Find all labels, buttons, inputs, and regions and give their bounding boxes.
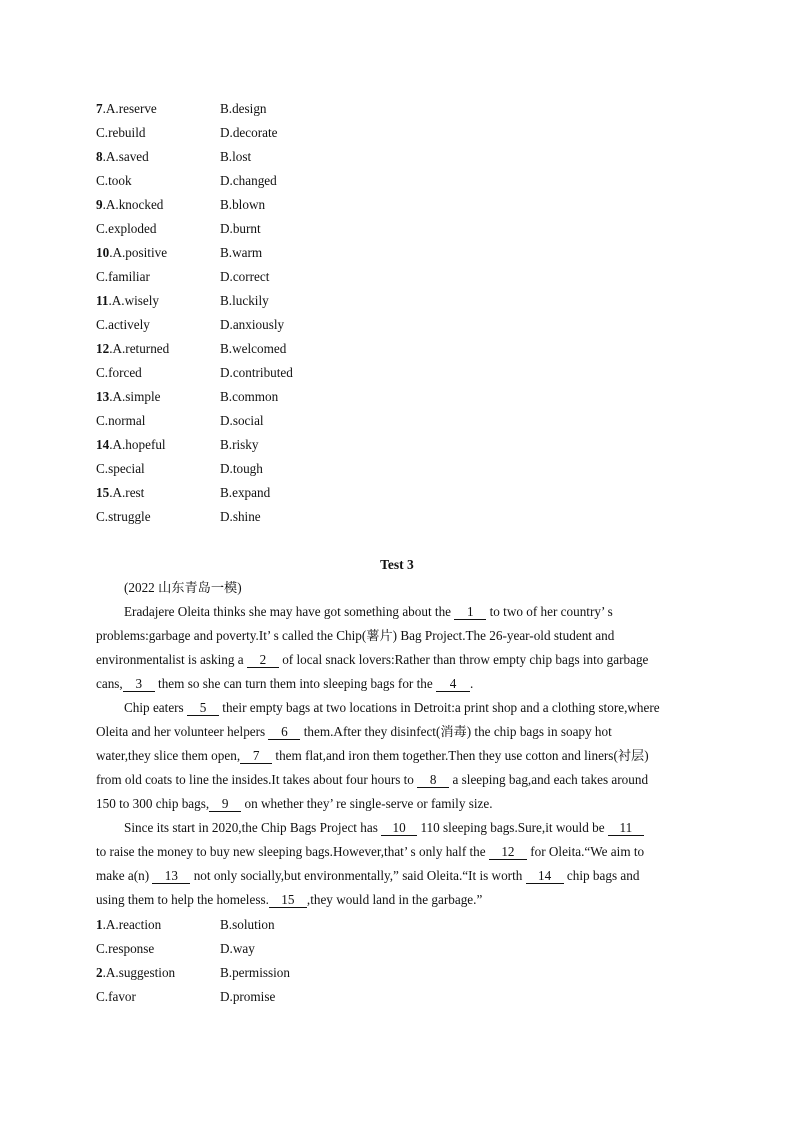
text: not only socially,but environmentally,” said Oleita.“It is worth — [190, 868, 526, 883]
blank-3: 3 — [123, 676, 155, 692]
text: environmentalist is asking a — [96, 652, 247, 667]
option-d: D.social — [220, 413, 264, 428]
blank-5: 5 — [187, 700, 219, 716]
option-row-ab — [96, 195, 516, 219]
passage-line — [96, 818, 700, 842]
option-a — [96, 147, 149, 166]
option-row-ab — [96, 243, 516, 267]
option-d: D.anxiously — [220, 317, 285, 332]
option-b: B.expand — [220, 485, 271, 500]
text: chip bags and — [563, 868, 640, 883]
blank-7: 7 — [240, 748, 272, 764]
question-number: 14 — [96, 437, 110, 452]
option-a — [96, 195, 163, 214]
option-b: B.warm — [220, 245, 263, 260]
option-a — [96, 339, 169, 358]
option-b: B.luckily — [220, 293, 269, 308]
option-b: B.common — [220, 389, 279, 404]
passage-line — [96, 842, 700, 866]
option-c: C.normal — [96, 413, 146, 428]
option-a-text: .A.returned — [109, 341, 170, 356]
blank-4: 4 — [436, 676, 470, 692]
option-c: C.familiar — [96, 269, 150, 284]
text: problems:garbage and poverty.It’ s called the Chip(薯片) Bag Project.The 26-year-old student and — [96, 628, 615, 643]
option-a-text: .A.wisely — [108, 293, 160, 308]
option-a-text: .A.rest — [109, 485, 145, 500]
blank-2: 2 — [247, 652, 279, 668]
blank-12: 12 — [489, 844, 527, 860]
text: a sleeping bag,and each takes around — [449, 772, 649, 787]
text: to raise the money to buy new sleeping bags.However,that’ s only half the — [96, 844, 489, 859]
option-row-ab — [96, 915, 516, 939]
text: ,they would land in the garbage.” — [306, 892, 483, 907]
option-c: C.exploded — [96, 221, 157, 236]
option-row-cd — [96, 507, 516, 531]
option-d: D.burnt — [220, 221, 261, 236]
option-row-cd — [96, 123, 516, 147]
text: to two of her country’ s — [486, 604, 613, 619]
option-row-ab — [96, 387, 516, 411]
option-row-cd — [96, 939, 516, 963]
passage-paragraph-2 — [96, 698, 700, 818]
passage-line — [96, 866, 700, 890]
option-row-ab — [96, 963, 516, 987]
option-a-text: .A.knocked — [102, 197, 164, 212]
blank-10: 10 — [381, 820, 417, 836]
option-d: D.way — [220, 941, 255, 956]
question-number: 10 — [96, 245, 110, 260]
option-a — [96, 435, 166, 454]
option-row-cd — [96, 267, 516, 291]
passage-paragraph-1 — [96, 602, 700, 698]
passage-line — [96, 650, 700, 674]
option-c: C.rebuild — [96, 125, 146, 140]
option-a — [96, 243, 167, 262]
option-c: C.took — [96, 173, 132, 188]
option-a — [96, 963, 175, 982]
text: from old coats to line the insides.It takes about four hours to — [96, 772, 418, 787]
option-c: C.response — [96, 941, 155, 956]
test-title: Test 3 — [380, 557, 414, 572]
text: Oleita and her volunteer helpers — [96, 724, 269, 739]
blank-11: 11 — [608, 820, 644, 836]
option-d: D.promise — [220, 989, 276, 1004]
option-c: C.struggle — [96, 509, 151, 524]
option-b: B.design — [220, 101, 267, 116]
question-number: 8 — [96, 149, 103, 164]
option-d: D.contributed — [220, 365, 293, 380]
option-a-text: .A.positive — [109, 245, 168, 260]
option-row-ab — [96, 291, 516, 315]
option-a — [96, 483, 144, 502]
question-number: 2 — [96, 965, 103, 980]
option-b: B.risky — [220, 437, 259, 452]
option-row-ab — [96, 435, 516, 459]
blank-1: 1 — [454, 604, 486, 620]
options-test3-list — [96, 915, 516, 1011]
option-row-cd — [96, 411, 516, 435]
question-number: 12 — [96, 341, 110, 356]
option-c: C.favor — [96, 989, 136, 1004]
text: water,they slice them open, — [96, 748, 241, 763]
option-row-cd — [96, 219, 516, 243]
blank-15: 15 — [269, 892, 307, 908]
passage-line — [96, 626, 700, 650]
option-row-ab — [96, 483, 516, 507]
text: them flat,and iron them together.Then they use cotton and liners(衬层) — [272, 748, 649, 763]
passage-line — [96, 722, 700, 746]
option-row-cd — [96, 363, 516, 387]
option-a-text: .A.reserve — [102, 101, 157, 116]
question-number: 11 — [96, 293, 109, 308]
question-number: 1 — [96, 917, 103, 932]
text: Chip eaters — [124, 700, 187, 715]
blank-9: 9 — [209, 796, 241, 812]
text: 110 sleeping bags.Sure,it would be — [417, 820, 608, 835]
option-a-text: .A.simple — [109, 389, 161, 404]
question-number: 9 — [96, 197, 103, 212]
text: them so she can turn them into sleeping bags for the — [154, 676, 437, 691]
text: using them to help the homeless. — [96, 892, 269, 907]
option-a-text: .A.saved — [102, 149, 149, 164]
option-b: B.solution — [220, 917, 275, 932]
option-a — [96, 291, 159, 310]
passage-line — [96, 794, 700, 818]
text: . — [470, 676, 474, 691]
option-d: D.decorate — [220, 125, 278, 140]
text: make a(n) — [96, 868, 153, 883]
option-d: D.correct — [220, 269, 270, 284]
option-row-ab — [96, 147, 516, 171]
option-a — [96, 387, 160, 406]
option-b: B.permission — [220, 965, 290, 980]
option-b: B.lost — [220, 149, 252, 164]
option-row-cd — [96, 459, 516, 483]
text: cans, — [96, 676, 123, 691]
question-number: 7 — [96, 101, 103, 116]
source-note: (2022 山东青岛一模) — [124, 580, 242, 595]
option-c: C.forced — [96, 365, 142, 380]
option-d: D.shine — [220, 509, 261, 524]
passage-line — [96, 698, 700, 722]
option-a-text: .A.hopeful — [109, 437, 166, 452]
blank-8: 8 — [417, 772, 449, 788]
text: their empty bags at two locations in Detroit:a print shop and a clothing store,where — [219, 700, 660, 715]
option-a-text: .A.suggestion — [102, 965, 176, 980]
text: 150 to 300 chip bags, — [96, 796, 210, 811]
question-number: 13 — [96, 389, 110, 404]
text: of local snack lovers:Rather than throw empty chip bags into garbage — [278, 652, 649, 667]
option-row-cd — [96, 315, 516, 339]
option-row-cd — [96, 987, 516, 1011]
option-row-ab — [96, 99, 516, 123]
passage-line — [96, 770, 700, 794]
option-a — [96, 99, 157, 118]
text: on whether they’ re single-serve or family size. — [241, 796, 493, 811]
passage-paragraph-3 — [96, 818, 700, 914]
text: Since its start in 2020,the Chip Bags Project has — [124, 820, 382, 835]
option-b: B.blown — [220, 197, 266, 212]
option-a — [96, 915, 161, 934]
blank-6: 6 — [268, 724, 300, 740]
options-prev-list — [96, 99, 516, 531]
blank-14: 14 — [526, 868, 564, 884]
option-row-cd — [96, 171, 516, 195]
passage-line — [96, 890, 700, 914]
passage-line — [96, 746, 700, 770]
question-number: 15 — [96, 485, 110, 500]
option-c: C.special — [96, 461, 145, 476]
option-row-ab — [96, 339, 516, 363]
text: them.After they disinfect(消毒) the chip bags in soapy hot — [300, 724, 612, 739]
option-d: D.changed — [220, 173, 277, 188]
passage-line — [96, 674, 700, 698]
option-b: B.welcomed — [220, 341, 287, 356]
option-d: D.tough — [220, 461, 263, 476]
blank-13: 13 — [152, 868, 190, 884]
text: for Oleita.“We aim to — [526, 844, 645, 859]
option-c: C.actively — [96, 317, 150, 332]
text: Eradajere Oleita thinks she may have got something about the — [124, 604, 455, 619]
passage-line — [96, 602, 700, 626]
option-a-text: .A.reaction — [102, 917, 162, 932]
